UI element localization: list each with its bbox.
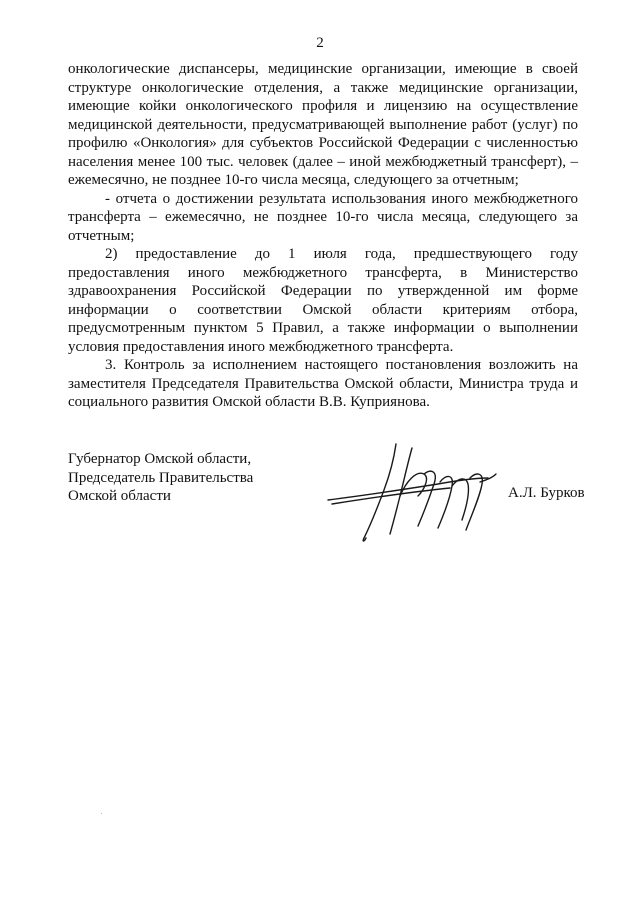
paragraph-item-3: 3. Контроль за исполнением настоящего постановления возложить на заместителя Председателя Правительства Омской области, Министра труда и социального развития Омской области В.В. Куприянова. bbox=[68, 357, 578, 410]
paragraph-item-2: 2) предоставление до 1 июля года, предшествующего году предоставления иного межбюджетного трансферта, в Министерство здравоохранения Российской Федерации по утвержденной им форме информации о соответствии Омской области критериям отбора, предусмотренным пунктом 5 Правил, а также информации о выполнении условия предоставления иного межбюджетного трансферта. bbox=[68, 246, 578, 355]
signatory-name: А.Л. Бурков bbox=[508, 485, 585, 501]
signatory-title-line: Председатель Правительства bbox=[68, 469, 254, 486]
paragraph-report-item: - отчета о достижении результата использования иного межбюджетного трансферта – ежемесячно, не позднее 10-го числа месяца, следующего за отчетным; bbox=[68, 190, 578, 244]
signatory-title-line: Губернатор Омской области, bbox=[68, 451, 252, 467]
scan-artifact bbox=[101, 813, 102, 814]
handwritten-signature bbox=[320, 438, 510, 553]
page-number: 2 bbox=[316, 35, 324, 51]
signatory-title-line: Омской области bbox=[68, 488, 171, 504]
paragraph-recipients: онкологические диспансеры, медицинские организации, имеющие в своей структуре онкологические отделения, а также медицинские организации, имеющие койки онкологического профиля и лицензию на осуществление медицинской деятельности, предусматривающей выполнение работ (услуг) по профилю «Онкология» для субъектов Российской Федерации с численностью населения менее 100 тыс. человек (далее – иной межбюджетный трансферт), – ежемесячно, не позднее 10-го числа месяца, следующего за отчетным; bbox=[68, 61, 578, 188]
signatory-title bbox=[68, 450, 253, 506]
document-body bbox=[68, 60, 578, 412]
